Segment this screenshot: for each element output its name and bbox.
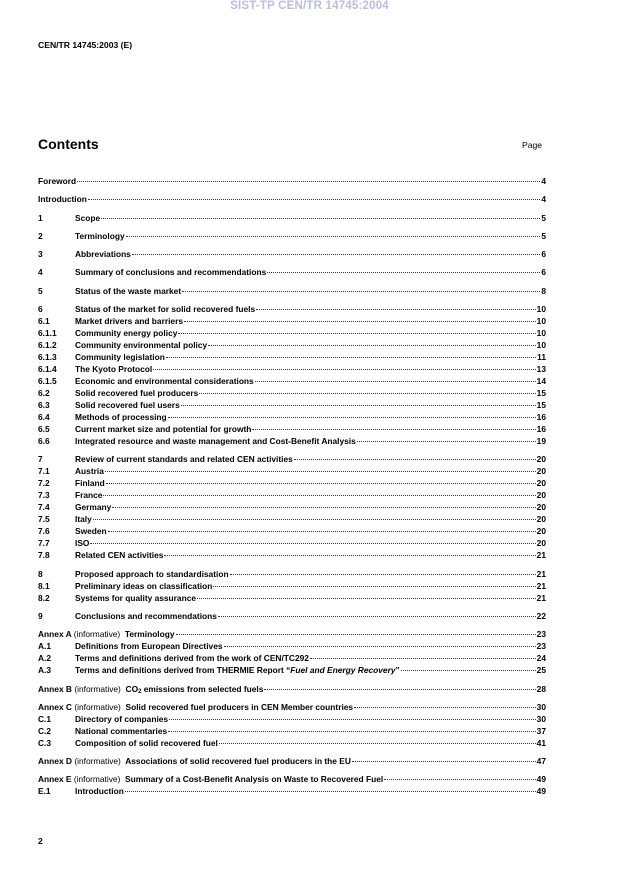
toc-entry-text: Solid recovered fuel producers in CEN Member countries [125, 701, 354, 712]
toc-entry[interactable] [38, 435, 546, 447]
toc-entry-page: 16 [536, 412, 546, 423]
toc-entry-text: Proposed approach to standardisation [75, 568, 229, 579]
toc-entry-number: 8.2 [38, 592, 50, 603]
toc-entry-page: 49 [536, 786, 546, 797]
toc-entry-number: E.1 [38, 786, 51, 797]
dot-leader [357, 441, 536, 442]
dot-leader [88, 199, 540, 200]
toc-entry-title [75, 303, 255, 315]
toc-entry[interactable] [38, 610, 546, 622]
toc-entry-number: 7.6 [38, 526, 50, 537]
toc-entry[interactable] [38, 568, 546, 580]
dot-leader [125, 791, 536, 792]
toc-entry-page: 20 [536, 466, 546, 477]
toc-entry[interactable] [38, 773, 546, 785]
toc-entry-number: 2 [38, 230, 43, 241]
toc-entry-page: 6 [541, 249, 546, 260]
toc-entry-page: 10 [536, 340, 546, 351]
toc-entry-page: 4 [541, 194, 546, 205]
toc-entry-text: Foreword [38, 176, 77, 186]
toc-entry-number: 7.1 [38, 466, 50, 477]
toc-entry[interactable] [38, 725, 546, 737]
toc-entry-text: Preliminary ideas on classification [75, 580, 213, 591]
dot-leader [178, 333, 535, 334]
dot-leader [255, 381, 536, 382]
toc-entry-text: National commentaries [75, 725, 168, 736]
toc-entry-title [75, 453, 293, 465]
toc-entry-title [75, 525, 107, 537]
toc-entry-text: France [75, 490, 103, 501]
toc-entry[interactable] [38, 501, 546, 513]
toc-entry-page: 10 [536, 304, 546, 315]
toc-entry-text: Introduction [75, 786, 124, 797]
toc-entry[interactable] [38, 592, 546, 604]
dot-leader [354, 707, 536, 708]
toc-entry-text: Community environmental policy [75, 340, 208, 351]
toc-entry-title [75, 387, 198, 399]
toc-entry[interactable] [38, 327, 546, 339]
toc-entry-title [75, 248, 131, 260]
toc-entry-title [75, 489, 102, 501]
toc-entry-text: Economic and environmental considerations [75, 376, 254, 387]
toc-entry-text: Summary of a Cost-Benefit Analysis on Waste to Recovered Fuel [125, 774, 384, 785]
dot-leader [106, 483, 536, 484]
toc-entry-title [75, 713, 168, 725]
toc-entry-page: 15 [536, 388, 546, 399]
dot-leader [176, 634, 536, 635]
dot-leader [264, 689, 535, 690]
toc-entry-page: 20 [536, 490, 546, 501]
toc-entry[interactable] [38, 212, 546, 224]
toc-entry-text: Finland [75, 478, 105, 489]
toc-entry-text: Associations of solid recovered fuel producers in the EU [125, 756, 351, 767]
toc-entry-title [75, 785, 124, 797]
dot-leader [230, 574, 536, 575]
dot-leader [197, 598, 536, 599]
toc-entry[interactable] [38, 375, 546, 387]
toc-entry-page: 14 [536, 376, 546, 387]
dot-leader [126, 236, 541, 237]
toc-entry-text: Summary of conclusions and recommendations [75, 267, 267, 278]
toc-entry-page: 10 [536, 328, 546, 339]
dot-leader [101, 218, 540, 219]
toc-entry[interactable] [38, 664, 546, 676]
toc-entry[interactable] [38, 248, 546, 260]
toc-entry-title [75, 212, 100, 224]
toc-entry[interactable] [38, 175, 546, 187]
toc-entry[interactable] [38, 399, 546, 411]
toc-entry[interactable] [38, 525, 546, 537]
toc-entry-text: Community energy policy [75, 328, 178, 339]
dot-leader [153, 369, 535, 370]
toc-entry-number: A.2 [38, 653, 52, 664]
toc-entry-title [75, 351, 165, 363]
toc-entry-page: 5 [541, 212, 546, 223]
dot-leader [77, 181, 540, 182]
dot-leader [208, 345, 536, 346]
page-column-label: Page [522, 140, 543, 150]
toc-entry-title [75, 399, 180, 411]
dot-leader [252, 429, 535, 430]
toc-entry-title [75, 640, 223, 652]
dot-leader [105, 471, 536, 472]
dot-leader [256, 309, 536, 310]
toc-entry-title [38, 773, 383, 785]
dot-leader [166, 357, 536, 358]
toc-entry-number: 7.3 [38, 490, 50, 501]
toc-entry-page: 47 [536, 756, 546, 767]
toc-entry-page: 6 [541, 267, 546, 278]
dot-leader [213, 586, 535, 587]
toc-entry[interactable] [38, 713, 546, 725]
toc-entry-page: 21 [536, 592, 546, 603]
toc-entry-title [75, 327, 177, 339]
toc-entry-text: Definitions from European Directives [75, 641, 223, 652]
toc-entry[interactable] [38, 339, 546, 351]
toc-entry-text: Integrated resource and waste management and Cost-Benefit Analysis [75, 436, 356, 447]
toc-entry-page: 20 [536, 514, 546, 525]
toc-entry[interactable] [38, 489, 546, 501]
toc-entry-title [75, 266, 266, 278]
annex-label: Annex D [38, 756, 72, 767]
toc-entry-title [75, 411, 167, 423]
toc-entry[interactable] [38, 513, 546, 525]
dot-leader [181, 405, 536, 406]
toc-entry-number: 6.4 [38, 412, 50, 423]
toc-entry[interactable] [38, 387, 546, 399]
toc-entry-text: Community legislation [75, 352, 165, 363]
toc-entry-title [38, 193, 87, 205]
toc-entry-text: Review of current standards and related CEN activities [75, 454, 293, 465]
toc-entry-number: 4 [38, 267, 43, 278]
toc-entry-number: 6.1.3 [38, 352, 57, 363]
toc-entry-number: 7.8 [38, 550, 50, 561]
toc-entry-text: Terminology [124, 629, 175, 640]
dot-leader [168, 731, 536, 732]
dot-leader [294, 459, 536, 460]
toc-entry-page: 23 [536, 629, 546, 640]
toc-entry-text-end: emissions from selected fuels [141, 683, 264, 694]
dot-leader [224, 646, 536, 647]
toc-entry[interactable] [38, 363, 546, 375]
toc-entry-number: 5 [38, 285, 43, 296]
toc-entry-number: C.1 [38, 713, 52, 724]
annex-label: Annex E [38, 774, 72, 785]
toc-entry[interactable] [38, 351, 546, 363]
toc-entry[interactable] [38, 477, 546, 489]
toc-entry-text: Terms and definitions derived from the work of CEN/TC292 [75, 653, 309, 664]
toc-entry-page: 20 [536, 502, 546, 513]
page-number: 2 [38, 836, 43, 846]
toc-entry-title [75, 435, 356, 447]
toc-entry-title [75, 549, 163, 561]
toc-entry[interactable] [38, 315, 546, 327]
toc-entry-page: 20 [536, 538, 546, 549]
toc-entry-title [75, 501, 111, 513]
toc-entry-page: 21 [536, 568, 546, 579]
toc-entry-title [75, 513, 92, 525]
dot-leader [90, 543, 535, 544]
toc-entry[interactable] [38, 640, 546, 652]
toc-entry-number: 7.2 [38, 478, 50, 489]
toc-entry-title [38, 628, 175, 640]
toc-entry-title [75, 315, 183, 327]
toc-entry-title [75, 285, 181, 297]
toc-entry-page: 30 [536, 713, 546, 724]
toc-entry-page: 11 [537, 352, 546, 363]
toc-entry-number: 6 [38, 304, 43, 315]
toc-entry-page: 20 [536, 454, 546, 465]
toc-entry-text: ISO [75, 538, 90, 549]
toc-entry-title [75, 375, 254, 387]
toc-entry-title [75, 477, 105, 489]
toc-entry-title [38, 701, 353, 713]
toc-entry-page: 15 [536, 400, 546, 411]
toc-entry-page: 49 [536, 774, 546, 785]
annex-note: (informative) [74, 683, 121, 694]
toc-entry-page: 20 [536, 478, 546, 489]
dot-leader [168, 417, 536, 418]
toc-entry-text: Status of the market for solid recovered fuels [75, 304, 256, 315]
toc-entry-number: 8.1 [38, 580, 50, 591]
dot-leader [108, 531, 536, 532]
toc-entry[interactable] [38, 285, 546, 297]
toc-entry-page: 19 [536, 436, 546, 447]
dot-leader [169, 719, 536, 720]
dot-leader [93, 519, 536, 520]
toc-entry-page: 4 [541, 176, 546, 186]
toc-entry-page: 10 [536, 316, 546, 327]
dot-leader [132, 254, 540, 255]
annex-note: (informative) [73, 629, 121, 640]
toc-entry-title [75, 610, 217, 622]
toc-entry-title [75, 537, 89, 549]
watermark: SIST-TP CEN/TR 14745:2004 [230, 0, 389, 12]
toc-entry-text: Systems for quality assurance [75, 592, 197, 603]
toc-entry-text: Market drivers and barriers [75, 316, 183, 327]
toc-entry-text: Scope [75, 212, 101, 223]
document-id-header: CEN/TR 14745:2003 (E) [38, 40, 133, 50]
toc-entry-title [75, 339, 207, 351]
toc-entry[interactable] [38, 549, 546, 561]
toc-entry-text: Italy [75, 514, 92, 525]
toc-entry-title [38, 683, 263, 695]
toc-entry-title [75, 725, 167, 737]
toc-entry-text: Status of the waste market [75, 285, 182, 296]
toc-entry-page: 37 [536, 725, 546, 736]
toc-entry-number: 6.1.5 [38, 376, 57, 387]
toc-entry[interactable] [38, 580, 546, 592]
toc-entry-number: 6.1.1 [38, 328, 57, 339]
toc-entry-text: Related CEN activities [75, 550, 164, 561]
toc-entry-text: Terms and definitions derived from THERMIE Report “ [75, 665, 291, 676]
toc-entry-title [38, 175, 76, 187]
toc-entry-page: 25 [536, 665, 546, 676]
toc-entry-title [75, 664, 400, 676]
toc-entry-number: 6.6 [38, 436, 50, 447]
toc-entry-text: CO [125, 683, 139, 694]
annex-note: (informative) [73, 774, 121, 785]
toc-entry[interactable] [38, 652, 546, 664]
dot-leader [112, 507, 535, 508]
dot-leader [352, 761, 536, 762]
toc-entry[interactable] [38, 683, 546, 695]
dot-leader [164, 555, 535, 556]
toc-entry-number: C.2 [38, 725, 52, 736]
toc-entry-number: C.3 [38, 737, 52, 748]
dot-leader [219, 743, 536, 744]
toc-entry-page: 22 [536, 610, 546, 621]
toc-entry[interactable] [38, 193, 546, 205]
dot-leader [384, 779, 535, 780]
dot-leader [199, 393, 535, 394]
toc-entry-number: 8 [38, 568, 43, 579]
toc-entry-text-end: ” [395, 665, 400, 676]
toc-entry[interactable] [38, 411, 546, 423]
toc-entry-number: 6.3 [38, 400, 50, 411]
toc-entry[interactable] [38, 785, 546, 797]
dot-leader [184, 321, 536, 322]
toc-entry-number: 6.1 [38, 316, 50, 327]
toc-entry-number: 7.4 [38, 502, 50, 513]
toc-entry-text: Current market size and potential for growth [75, 424, 252, 435]
toc-entry-page: 41 [536, 737, 546, 748]
toc-entry[interactable] [38, 628, 546, 640]
toc-entry-page: 8 [541, 285, 546, 296]
italic-title-text: Fuel and Energy Recovery [290, 665, 396, 676]
toc-entry-text: Terminology [75, 230, 125, 241]
subscript-text: 2 [138, 688, 142, 695]
toc-entry-number: 7 [38, 454, 43, 465]
dot-leader [182, 291, 540, 292]
toc-entry-title [75, 465, 104, 477]
dot-leader [267, 272, 540, 273]
toc-entry[interactable] [38, 465, 546, 477]
table-of-contents [38, 175, 546, 797]
toc-entry[interactable] [38, 423, 546, 435]
toc-entry-text: Germany [75, 502, 112, 513]
toc-entry-text: Methods of processing [75, 412, 167, 423]
toc-entry[interactable] [38, 303, 546, 315]
annex-note: (informative) [74, 756, 121, 767]
toc-entry-title [75, 423, 251, 435]
toc-entry[interactable] [38, 701, 546, 713]
toc-entry-title [75, 568, 229, 580]
toc-entry-text: The Kyoto Protocol [75, 364, 153, 375]
toc-entry-number: 7.7 [38, 538, 50, 549]
annex-label: Annex A [38, 629, 72, 640]
dot-leader [401, 670, 536, 671]
toc-entry-text: Austria [75, 466, 104, 477]
toc-entry-page: 21 [536, 580, 546, 591]
toc-entry-number: 3 [38, 249, 43, 260]
toc-entry-title [38, 755, 351, 767]
toc-entry-text: Sweden [75, 526, 107, 537]
toc-entry-title [75, 363, 152, 375]
toc-entry-page: 28 [536, 683, 546, 694]
toc-entry-text: Abbreviations [75, 249, 131, 260]
toc-entry-title [75, 652, 309, 664]
toc-entry-number: 9 [38, 610, 43, 621]
toc-entry-title [75, 737, 218, 749]
annex-label: Annex C [38, 701, 72, 712]
toc-entry-page: 21 [536, 550, 546, 561]
annex-note: (informative) [74, 701, 121, 712]
toc-entry-text: Conclusions and recommendations [75, 610, 217, 621]
toc-entry-text: Solid recovered fuel users [75, 400, 180, 411]
annex-label: Annex B [38, 683, 72, 694]
toc-entry-number: A.1 [38, 641, 52, 652]
toc-entry-page: 5 [541, 230, 546, 241]
toc-entry[interactable] [38, 755, 546, 767]
toc-entry[interactable] [38, 453, 546, 465]
toc-entry-number: 1 [38, 212, 43, 223]
toc-entry-text: Introduction [38, 194, 87, 205]
toc-entry-page: 13 [536, 364, 546, 375]
toc-entry-page: 23 [536, 641, 546, 652]
dot-leader [310, 658, 536, 659]
toc-entry-text: Solid recovered fuel producers [75, 388, 199, 399]
toc-entry[interactable] [38, 537, 546, 549]
dot-leader [103, 495, 535, 496]
toc-entry-number: 7.5 [38, 514, 50, 525]
toc-entry-number: A.3 [38, 665, 52, 676]
toc-entry-text: Composition of solid recovered fuel [75, 737, 218, 748]
toc-entry-text: Directory of companies [75, 713, 169, 724]
toc-entry-number: 6.1.2 [38, 340, 57, 351]
toc-entry-number: 6.1.4 [38, 364, 57, 375]
toc-entry[interactable] [38, 266, 546, 278]
toc-entry-number: 6.5 [38, 424, 50, 435]
toc-entry-number: 6.2 [38, 388, 50, 399]
toc-entry-page: 20 [536, 526, 546, 537]
dot-leader [218, 616, 536, 617]
toc-entry-page: 24 [536, 653, 546, 664]
contents-heading: Contents [38, 136, 99, 152]
toc-entry-title [75, 230, 125, 242]
toc-entry-title [75, 580, 212, 592]
toc-entry[interactable] [38, 230, 546, 242]
toc-entry[interactable] [38, 737, 546, 749]
toc-entry-page: 30 [536, 701, 546, 712]
toc-entry-title [75, 592, 196, 604]
toc-entry-page: 16 [536, 424, 546, 435]
